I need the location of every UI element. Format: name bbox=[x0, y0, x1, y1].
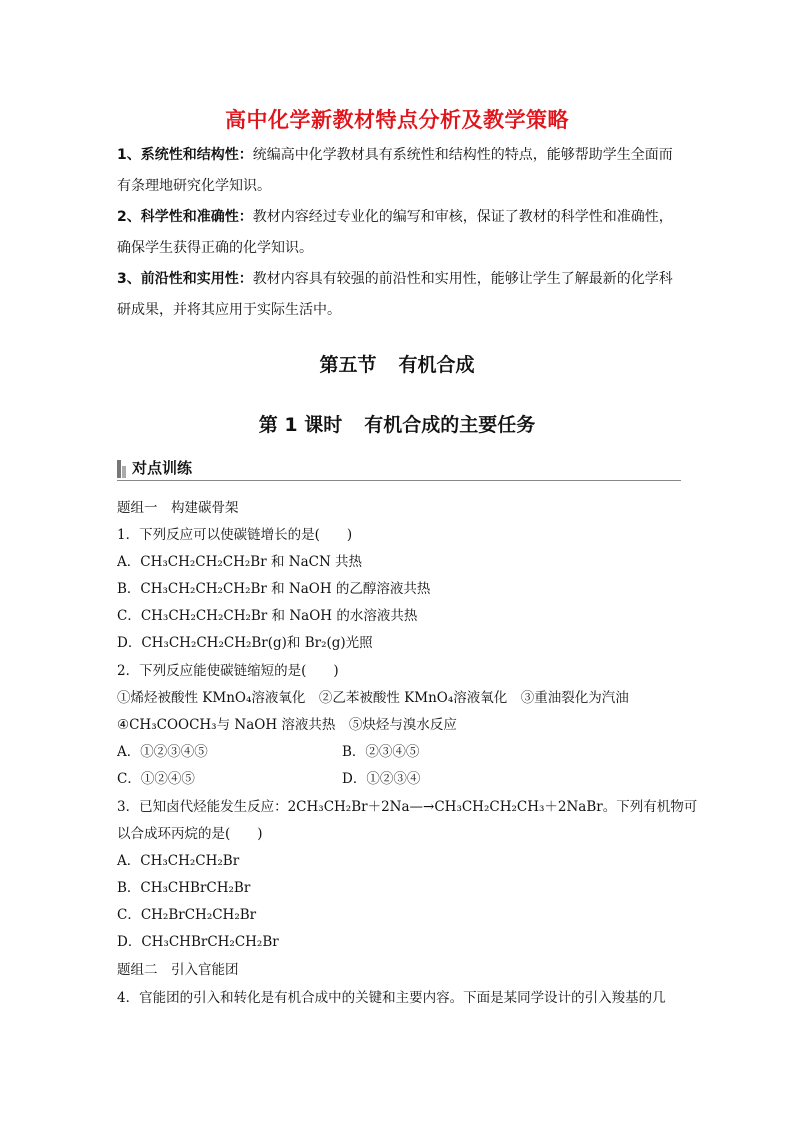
intro-item-3 bbox=[117, 264, 681, 326]
q2-option-d: D．①②③④ bbox=[342, 771, 421, 787]
intro-text-cont: 研成果，并将其应用于实际生活中。 bbox=[117, 302, 341, 318]
practice-badge-label: 对点训练 bbox=[132, 459, 193, 477]
practice-badge bbox=[117, 456, 681, 481]
q1-option-d: D．CH₃CH₂CH₂CH₂Br(g)和 Br₂(g)光照 bbox=[117, 635, 373, 651]
group-heading-1: 题组一 构建碳骨架 bbox=[117, 500, 239, 516]
lesson-number: 第 1 课时 bbox=[258, 414, 343, 436]
intro-label: 3、前沿性和实用性： bbox=[117, 271, 253, 287]
q2-statements-2: ④CH₃COOCH₃与 NaOH 溶液共热 ⑤炔烃与溴水反应 bbox=[117, 717, 457, 733]
q3-option-d: D．CH₃CHBrCH₂CH₂Br bbox=[117, 934, 279, 950]
q1-option-a: A．CH₃CH₂CH₂CH₂Br 和 NaCN 共热 bbox=[117, 554, 363, 570]
intro-text: 教材内容经过专业化的编写和审核，保证了教材的科学性和准确性， bbox=[252, 209, 673, 225]
intro-text: 教材内容具有较强的前沿性和实用性，能够让学生了解最新的化学科 bbox=[252, 271, 673, 287]
section-number: 第五节 bbox=[319, 354, 377, 376]
q4-stem: 4．官能团的引入和转化是有机合成中的关键和主要内容。下面是某同学设计的引入羧基的几 bbox=[117, 990, 666, 1006]
lesson-name: 有机合成的主要任务 bbox=[364, 414, 536, 436]
section-name: 有机合成 bbox=[398, 354, 475, 376]
intro-text-cont: 有条理地研究化学知识。 bbox=[117, 178, 271, 194]
intro-label: 1、系统性和结构性： bbox=[117, 147, 253, 163]
q2-option-b: B．②③④⑤ bbox=[342, 744, 420, 760]
q3-option-c: C．CH₂BrCH₂CH₂Br bbox=[117, 907, 257, 923]
lesson-title bbox=[0, 410, 794, 437]
intro-text-cont: 确保学生获得正确的化学知识。 bbox=[117, 240, 313, 256]
q2-statements-1: ①烯烃被酸性 KMnO₄溶液氧化 ②乙苯被酸性 KMnO₄溶液氧化 ③重油裂化为汽油 bbox=[117, 690, 629, 706]
q1-option-b: B．CH₃CH₂CH₂CH₂Br 和 NaOH 的乙醇溶液共热 bbox=[117, 581, 431, 597]
q1-stem: 1．下列反应可以使碳链增长的是( ) bbox=[117, 527, 353, 543]
q1-option-c: C．CH₃CH₂CH₂CH₂Br 和 NaOH 的水溶液共热 bbox=[117, 608, 418, 624]
q2-option-c: C．①②④⑤ bbox=[117, 771, 195, 787]
q3-stem-cont: 以合成环丙烷的是( ) bbox=[117, 826, 263, 842]
q2-option-a: A．①②③④⑤ bbox=[117, 744, 208, 760]
q3-stem: 3．已知卤代烃能发生反应：2CH₃CH₂Br＋2Na—→CH₃CH₂CH₂CH₃＋2NaBr。下列有机物可 bbox=[117, 799, 698, 815]
q3-option-a: A．CH₃CH₂CH₂Br bbox=[117, 853, 240, 869]
section-title bbox=[0, 350, 794, 377]
intro-label: 2、科学性和准确性： bbox=[117, 209, 253, 225]
intro-item-1 bbox=[117, 140, 681, 202]
intro-text: 统编高中化学教材具有系统性和结构性的特点，能够帮助学生全面而 bbox=[252, 147, 673, 163]
q2-stem: 2．下列反应能使碳链缩短的是( ) bbox=[117, 663, 339, 679]
q3-option-b: B．CH₃CHBrCH₂Br bbox=[117, 880, 251, 896]
group-heading-2: 题组二 引入官能团 bbox=[117, 962, 239, 978]
bookmark-icon bbox=[117, 460, 126, 478]
page-title: 高中化学新教材特点分析及教学策略 bbox=[225, 108, 569, 132]
intro-item-2 bbox=[117, 202, 681, 264]
